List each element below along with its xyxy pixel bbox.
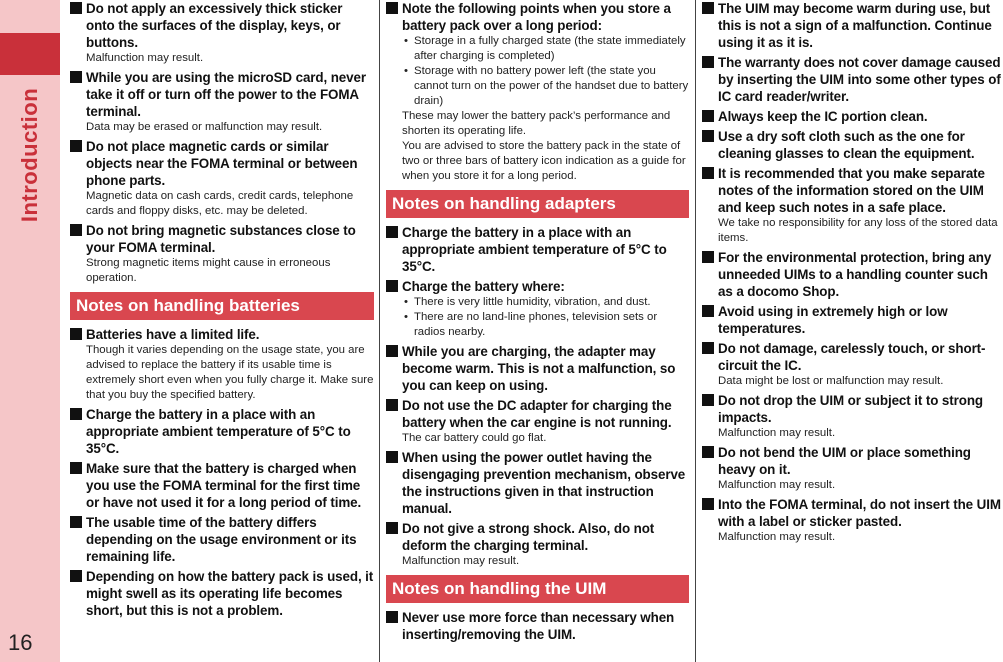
- list-item: [386, 609, 689, 643]
- item-body: Magnetic data on cash cards, credit cards, telephone cards and floppy disks, etc. may be deleted.: [86, 190, 354, 217]
- item-heading: Batteries have a limited life.: [86, 326, 374, 343]
- item-body: We take no responsibility for any loss of the stored data items.: [718, 217, 998, 244]
- item-body: You are advised to store the battery pack in the state of two or three bars of battery icon indication as a guide for when you store it for a long period.: [402, 140, 686, 182]
- item-heading: The usable time of the battery differs depending on the usage environment or its remaining life.: [86, 514, 374, 565]
- item-heading: Never use more force than necessary when inserting/removing the UIM.: [402, 609, 689, 643]
- list-item: [702, 0, 1001, 51]
- item-body: Malfunction may result.: [718, 479, 836, 491]
- item-body: Though it varies depending on the usage state, you are advised to replace the battery if its usable time is extremely short even when you fully charge it. Make sure that you buy the specified battery.: [86, 344, 374, 401]
- list-item: [702, 496, 1001, 545]
- item-body: The car battery could go flat.: [402, 432, 547, 444]
- item-heading: Charge the battery in a place with an appropriate ambient temperature of 5°C to 35°C.: [86, 406, 374, 457]
- item-body: Malfunction may result.: [718, 427, 836, 439]
- list-item: [70, 326, 374, 403]
- column-2: [386, 0, 689, 646]
- item-body: Strong magnetic items might cause in erroneous operation.: [86, 257, 331, 284]
- column-divider-2: [695, 0, 696, 662]
- item-heading: For the environmental protection, bring any unneeded UIMs to a handling counter such as a docomo Shop.: [718, 249, 1001, 300]
- list-item: [386, 0, 689, 184]
- chapter-label: Introduction: [17, 87, 42, 223]
- item-heading: Charge the battery where:: [402, 278, 689, 295]
- list-item: [702, 303, 1001, 337]
- item-heading: Use a dry soft cloth such as the one for cleaning glasses to clean the equipment.: [718, 128, 1001, 162]
- bullet-item: • Storage with no battery power left (the state you cannot turn on the power of the handset due to battery drain): [402, 64, 689, 109]
- item-heading: Do not damage, carelessly touch, or short-circuit the IC.: [718, 340, 1001, 374]
- item-heading: Do not bend the UIM or place something heavy on it.: [718, 444, 1001, 478]
- chapter-sidebar: [0, 0, 60, 662]
- item-heading: The UIM may become warm during use, but this is not a sign of a malfunction. Continue using it as it is.: [718, 0, 1001, 51]
- list-item: [702, 392, 1001, 441]
- item-heading: Always keep the IC portion clean.: [718, 108, 1001, 125]
- bullet-list: [402, 295, 689, 340]
- column-divider-1: [379, 0, 380, 662]
- item-heading: It is recommended that you make separate notes of the information stored on the UIM and keep such notes in a safe place.: [718, 165, 1001, 216]
- item-heading: While you are charging, the adapter may become warm. This is not a malfunction, so you can keep on using.: [402, 343, 689, 394]
- section-header-uim: Notes on handling the UIM: [386, 575, 689, 603]
- list-item: [386, 224, 689, 275]
- item-body: Malfunction may result.: [718, 531, 836, 543]
- list-item: [70, 514, 374, 565]
- bullet-item: • Storage in a fully charged state (the state immediately after charging is completed): [402, 34, 689, 64]
- list-item: [702, 165, 1001, 246]
- item-heading: Charge the battery in a place with an appropriate ambient temperature of 5°C to 35°C.: [402, 224, 689, 275]
- item-heading: While you are using the microSD card, never take it off or turn off the power to the FOMA terminal.: [86, 69, 374, 120]
- list-item: [70, 568, 374, 619]
- list-item: [70, 460, 374, 511]
- item-heading: Do not bring magnetic substances close to your FOMA terminal.: [86, 222, 374, 256]
- list-item: [386, 520, 689, 569]
- item-body: Malfunction may result.: [86, 52, 204, 64]
- list-item: [702, 444, 1001, 493]
- list-item: [702, 249, 1001, 300]
- list-item: [70, 222, 374, 286]
- list-item: [386, 278, 689, 340]
- list-item: [702, 128, 1001, 162]
- section-header-batteries: Notes on handling batteries: [70, 292, 374, 320]
- list-item: [386, 449, 689, 517]
- list-item: [386, 397, 689, 446]
- item-heading: Avoid using in extremely high or low temperatures.: [718, 303, 1001, 337]
- item-body: Malfunction may result.: [402, 555, 520, 567]
- list-item: [70, 406, 374, 457]
- item-body: These may lower the battery pack’s performance and shorten its operating life.: [402, 110, 671, 137]
- item-heading: Do not give a strong shock. Also, do not deform the charging terminal.: [402, 520, 689, 554]
- page-number: 16: [8, 630, 33, 655]
- item-heading: Make sure that the battery is charged when you use the FOMA terminal for the first time or have not used it for a long period of time.: [86, 460, 374, 511]
- item-heading: Do not place magnetic cards or similar objects near the FOMA terminal or between phone parts.: [86, 138, 374, 189]
- bullet-list: [402, 34, 689, 109]
- list-item: [702, 54, 1001, 105]
- list-item: [702, 340, 1001, 389]
- chapter-tab-marker: [0, 33, 60, 75]
- list-item: [70, 69, 374, 135]
- list-item: [702, 108, 1001, 125]
- item-heading: When using the power outlet having the disengaging prevention mechanism, observe the instructions given in that instruction manual.: [402, 449, 689, 517]
- bullet-item: • There are no land-line phones, television sets or radios nearby.: [402, 310, 689, 340]
- item-heading: Do not drop the UIM or subject it to strong impacts.: [718, 392, 1001, 426]
- bullet-item: • There is very little humidity, vibration, and dust.: [402, 295, 689, 310]
- list-item: [70, 0, 374, 66]
- list-item: [70, 138, 374, 219]
- item-heading: Depending on how the battery pack is used, it might swell as its operating life becomes short, but this is not a problem.: [86, 569, 374, 618]
- column-1: [70, 0, 374, 622]
- item-heading: Do not apply an excessively thick sticker onto the surfaces of the display, keys, or buttons.: [86, 0, 374, 51]
- item-heading: Note the following points when you store a battery pack over a long period:: [402, 0, 689, 34]
- item-heading: The warranty does not cover damage caused by inserting the UIM into some other types of IC card reader/writer.: [718, 55, 1001, 104]
- item-body: Data may be erased or malfunction may result.: [86, 121, 323, 133]
- item-body: Data might be lost or malfunction may result.: [718, 375, 944, 387]
- item-heading: Do not use the DC adapter for charging the battery when the car engine is not running.: [402, 397, 689, 431]
- section-header-adapters: Notes on handling adapters: [386, 190, 689, 218]
- list-item: [386, 343, 689, 394]
- column-3: [702, 0, 1001, 548]
- item-heading: Into the FOMA terminal, do not insert the UIM with a label or sticker pasted.: [718, 497, 1001, 529]
